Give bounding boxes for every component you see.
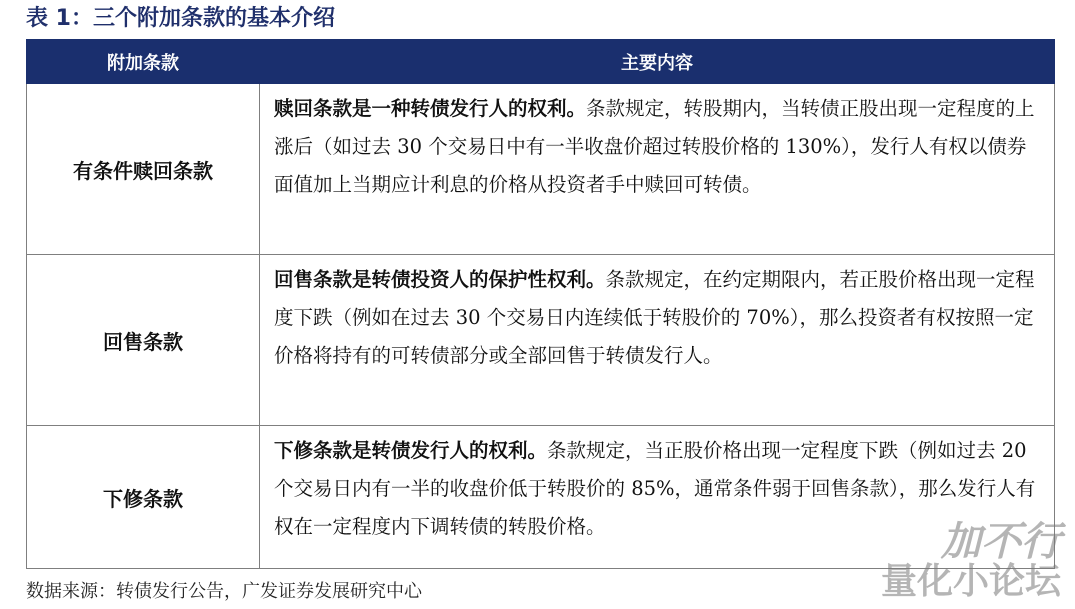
clause-name: 下修条款 [27,426,260,569]
clause-lead: 下修条款是转债发行人的权利。 [274,439,548,462]
clause-content [260,255,1055,426]
clause-body: 条款规定，当正股价格出现一定程度下跌（例如过去 20 个交易日内有一半的收盘价低于转股价的 85%，通常条件弱于回售条款），那么发行人有权在一定程度内下调转债的转股价格。 [274,439,1036,538]
table-row [27,84,1055,255]
table-row [27,255,1055,426]
table-header-row [27,40,1055,84]
header-content: 主要内容 [260,40,1055,84]
watermark-line2: 量化小论坛 [880,561,1061,602]
header-clause: 附加条款 [27,40,260,84]
clause-lead: 回售条款是转债投资人的保护性权利。 [274,268,606,291]
clause-content [260,84,1055,255]
data-source-note: 数据来源：转债发行公告，广发证券发展研究中心 [26,581,422,602]
clause-content [260,426,1055,569]
clause-name: 回售条款 [27,255,260,426]
clause-body: 条款规定，在约定期限内，若正股价格出现一定程度下跌（例如在过去 30 个交易日内连续低于转股价的 70%），那么投资者有权按照一定价格将持有的可转债部分或全部回售于转债发行人。 [274,268,1035,367]
clauses-table [26,39,1055,569]
table-row [27,426,1055,569]
watermark-line1: 加不行 [941,519,1061,565]
clause-name: 有条件赎回条款 [27,84,260,255]
clause-lead: 赎回条款是一种转债发行人的权利。 [274,97,587,120]
table-title: 表 1：三个附加条款的基本介绍 [26,6,335,31]
clause-body: 条款规定，转股期内，当转债正股出现一定程度的上涨后（如过去 30 个交易日中有一半收盘价超过转股价格的 130%），发行人有权以债券面值加上当期应计利息的价格从投资者手中赎回可转债。 [274,97,1035,196]
